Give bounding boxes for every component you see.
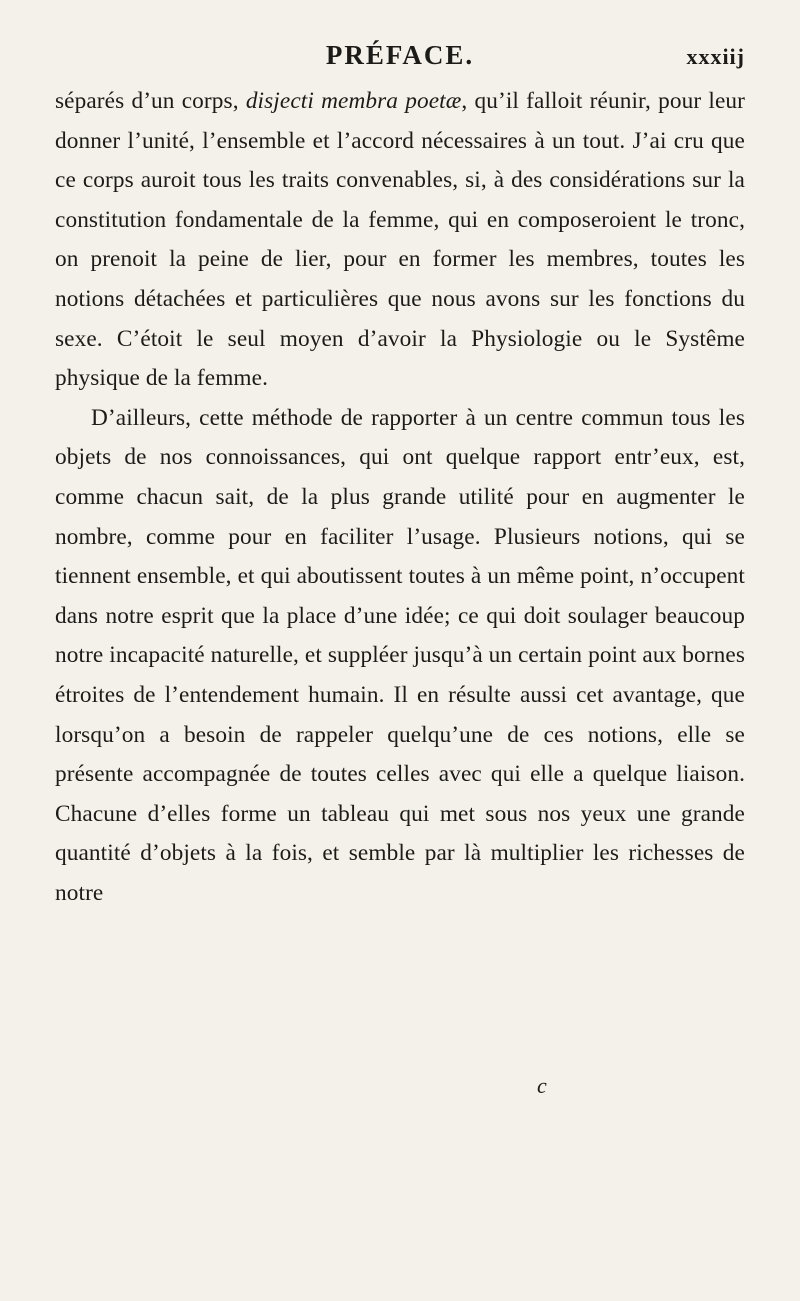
paragraph-continuation — [55, 82, 745, 399]
paragraph-1-text-end: , qu’il falloit réunir, pour leur donner l’unité, l’ensemble et l’accord nécessaires à un tout. J’ai cru que ce corps auroit tous les traits convenables, si, à des considérations sur la constitution fondamentale de la femme, qui en composeroient le tronc, on prenoit la peine de lier, pour en former les membres, toutes les notions détachées et particulières que nous avons sur les fonctions du sexe. C’étoit le seul moyen d’avoir la Physiologie ou le Systême physique de la femme. — [55, 88, 745, 392]
paragraph-2: D’ailleurs, cette méthode de rapporter à un centre commun tous les objets de nos connoissances, qui ont quelque rapport entr’eux, est, comme chacun sait, de la plus grande utilité pour en augmenter le nombre, comme pour en faciliter l’usage. Plusieurs notions, qui se tiennent ensemble, et qui aboutissent toutes à un même point, n’occupent dans notre esprit que la place d’une idée; ce qui doit soulager beaucoup notre incapacité naturelle, et suppléer jusqu’à un certain point aux bornes étroites de l’entendement humain. Il en résulte aussi cet avantage, que lorsqu’on a besoin de rappeler quelqu’une de ces notions, elle se présente accompagnée de toutes celles avec qui elle a quelque liaison. Chacune d’elles forme un tableau qui met sous nos yeux une grande quantité d’objets à la fois, et semble par là multiplier les richesses de notre — [55, 404, 745, 906]
paragraph-1-text-start: séparés d’un corps, — [55, 88, 246, 114]
body-text — [55, 82, 745, 913]
latin-quotation: disjecti membra poetæ — [245, 88, 462, 114]
page-number: xxxiij — [686, 44, 745, 69]
signature-mark: c — [537, 1073, 547, 1098]
running-title: PRÉFACE. — [325, 40, 475, 70]
page-header — [55, 40, 745, 82]
